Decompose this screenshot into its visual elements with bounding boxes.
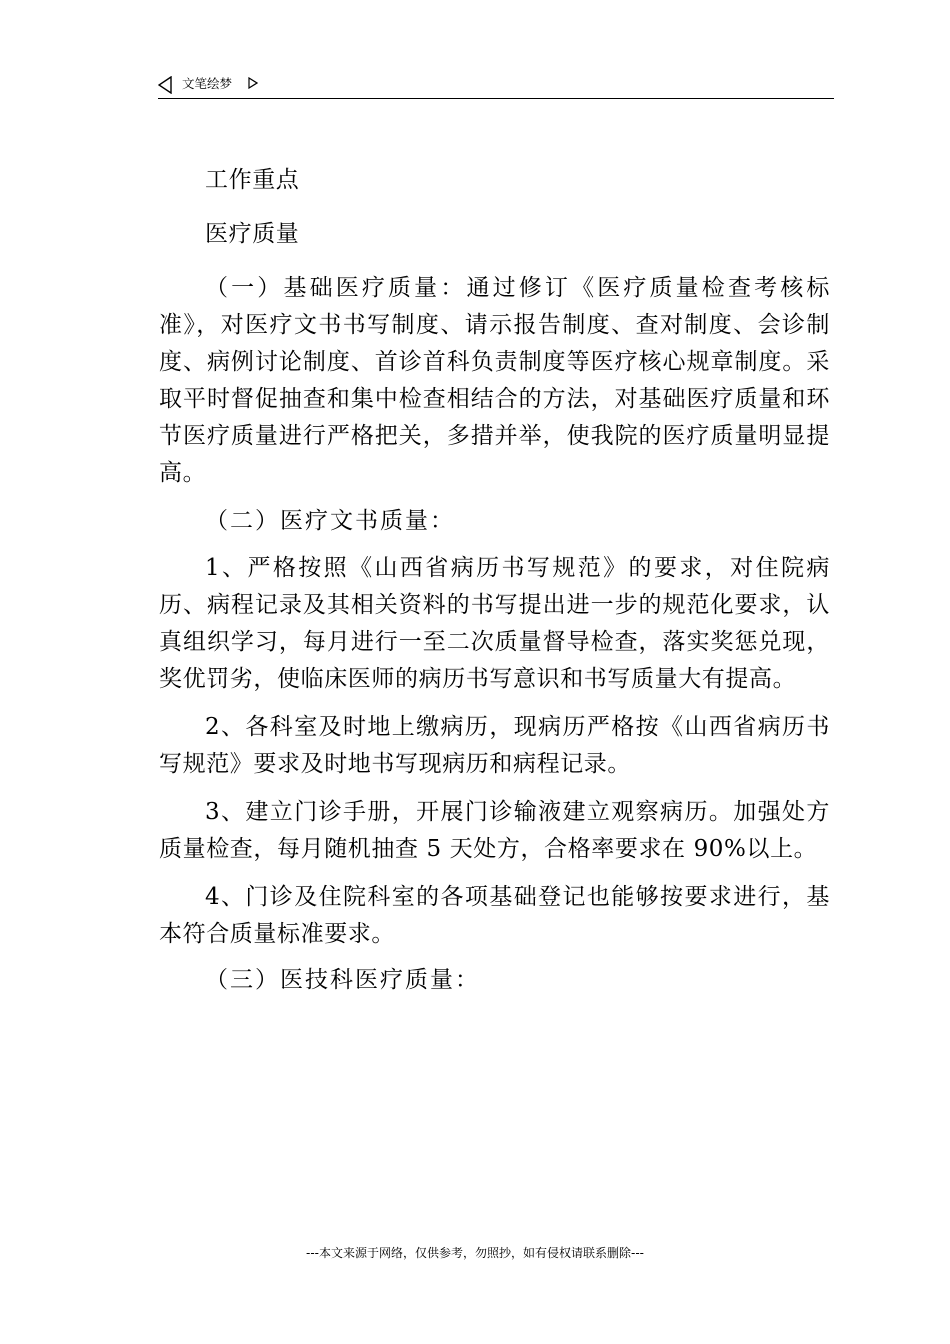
paragraph-basic-quality: （一）基础医疗质量：通过修订《医疗质量检查考核标准》，对医疗文书书写制度、请示报告制度、查对制度、会诊制度、病例讨论制度、首诊首科负责制度等医疗核心规章制度。采取平时督促抽查和集中检查相结合的方法，对基础医疗质量和环节医疗质量进行严格把关，多措并举，使我院的医疗质量明显提高。 [159, 275, 830, 486]
paragraph-item-2: 2、各科室及时地上缴病历，现病历严格按《山西省病历书写规范》要求及时地书写现病历和病程记录。 [159, 714, 830, 777]
section-heading: 工作重点 [205, 167, 300, 193]
triangle-right-outline-icon [248, 77, 258, 89]
subheading-documents: （二）医疗文书质量： [205, 508, 455, 534]
footer-disclaimer: ---本文来源于网络，仅供参考，勿照抄，如有侵权请联系删除--- [306, 1246, 644, 1260]
triangle-left-outline-icon [158, 76, 172, 94]
paragraph-item-3: 3、建立门诊手册，开展门诊输液建立观察病历。加强处方质量检查，每月随机抽查 5 天处方，合格率要求在 90%以上。 [159, 799, 830, 862]
document-body [159, 162, 830, 999]
subsection-heading: 医疗质量 [205, 221, 300, 247]
paragraph-item-1: 1、严格按照《山西省病历书写规范》的要求，对住院病历、病程记录及其相关资料的书写提出进一步的规范化要求，认真组织学习，每月进行一至二次质量督导检查，落实奖惩兑现，奖优罚劣，使临床医师的病历书写意识和书写质量大有提高。 [159, 555, 830, 692]
header-title: 文笔绘梦 [182, 76, 233, 91]
paragraph-item-4: 4、门诊及住院科室的各项基础登记也能够按要求进行，基本符合质量标准要求。 [159, 884, 830, 947]
subheading-tech-quality: （三）医技科医疗质量： [205, 967, 480, 993]
page-header [158, 72, 834, 99]
